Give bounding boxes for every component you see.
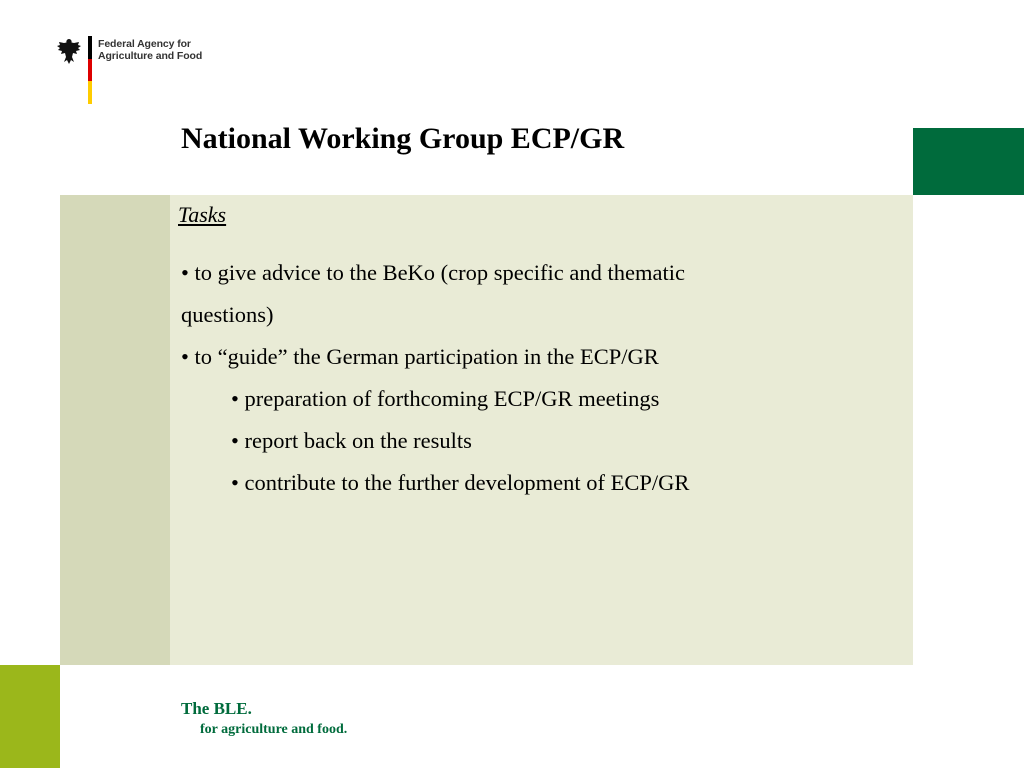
federal-eagle-icon bbox=[56, 36, 82, 66]
side-column bbox=[60, 195, 170, 665]
section-heading: Tasks bbox=[178, 202, 227, 227]
sub-bullet-item: • report back on the results bbox=[231, 428, 472, 453]
logo-line-1: Federal Agency for bbox=[98, 38, 191, 50]
sub-bullet-item: • contribute to the further development of ECP/GR bbox=[231, 470, 690, 495]
sub-bullet-item: • preparation of forthcoming ECP/GR meetings bbox=[231, 386, 660, 411]
footer-line-1: The BLE. bbox=[181, 699, 252, 718]
logo-text bbox=[98, 38, 202, 62]
slide-title: National Working Group ECP/GR bbox=[181, 122, 625, 155]
lime-accent-block bbox=[0, 665, 60, 768]
logo-line-2: Agriculture and Food bbox=[98, 50, 203, 62]
footer-line-2: for agriculture and food. bbox=[200, 722, 348, 737]
flag-bar bbox=[88, 36, 92, 104]
bullet-item: • to give advice to the BeKo (crop specific and thematic bbox=[181, 260, 685, 285]
bullet-item-continuation: questions) bbox=[181, 302, 274, 327]
green-accent-block bbox=[913, 128, 1024, 195]
bullet-list bbox=[181, 252, 881, 504]
bullet-item: • to “guide” the German participation in the ECP/GR bbox=[181, 344, 659, 369]
